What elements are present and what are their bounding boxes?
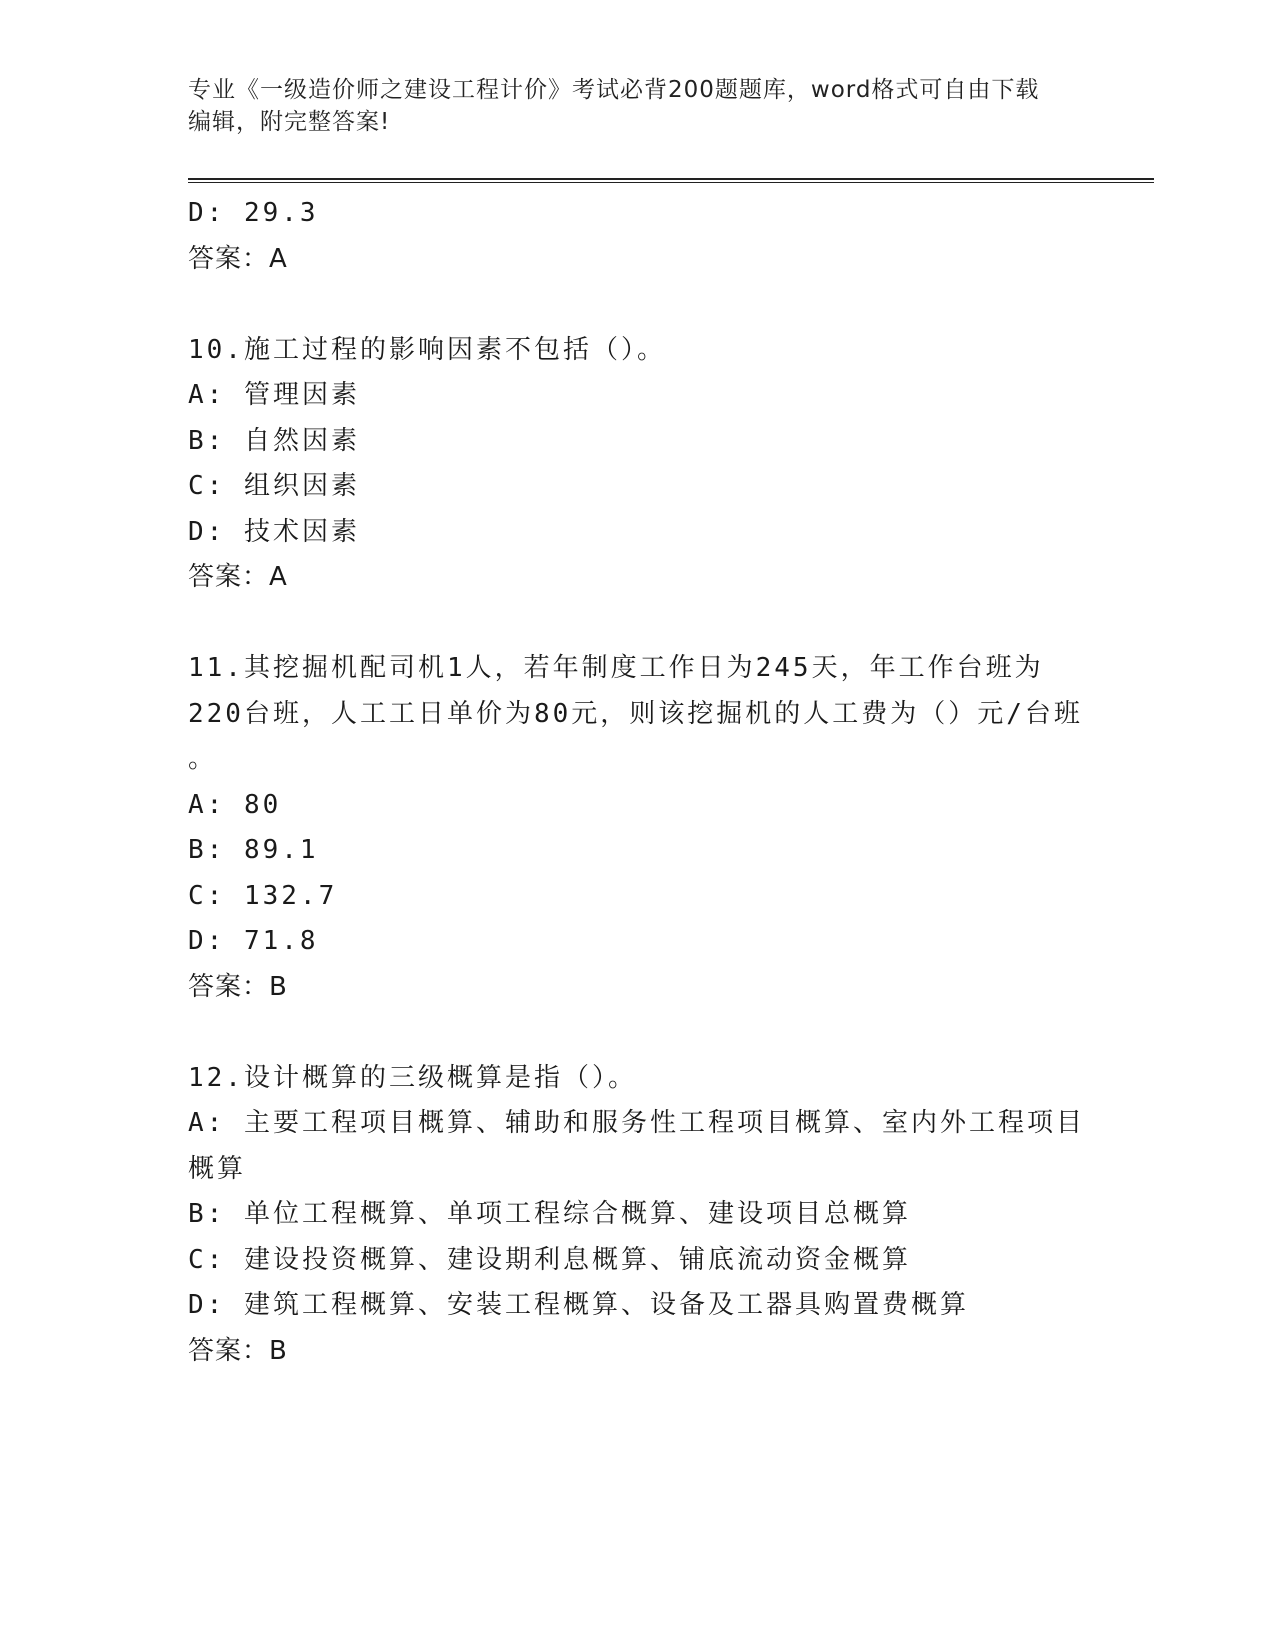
page-header	[188, 74, 1088, 138]
header-line-2: 编辑，附完整答案!	[188, 109, 391, 135]
option-b: B: 89.1	[188, 835, 319, 865]
option-a: A: 管理因素	[188, 380, 360, 410]
option-d: D: 技术因素	[188, 516, 360, 547]
option-a-continuation: 概算	[188, 1153, 247, 1184]
option-d: D: 建筑工程概算、安装工程概算、设备及工器具购置费概算	[188, 1290, 969, 1320]
option-a: A: 80	[188, 789, 282, 820]
option-c: C: 组织因素	[188, 471, 360, 501]
option-d: D: 29.3	[188, 198, 319, 228]
header-line-1: 专业《一级造价师之建设工程计价》考试必背200题题库，word格式可自由下载	[188, 77, 1040, 103]
question-11	[188, 646, 1088, 1010]
answer-line: 答案：A	[188, 243, 288, 274]
question-10	[188, 328, 1088, 601]
answer-line: 答案：A	[188, 562, 288, 592]
question-stem: 10.施工过程的影响因素不包括（）。	[188, 334, 666, 365]
header-divider	[188, 178, 1154, 183]
option-c: C: 建设投资概算、建设期利息概算、铺底流动资金概算	[188, 1244, 911, 1275]
question-stem-line-2: 220台班，人工工日单价为80元，则该挖掘机的人工费为（）元/台班	[188, 698, 1083, 729]
question-stem-line-1: 11.其挖掘机配司机1人，若年制度工作日为245天，年工作台班为	[188, 653, 1044, 683]
question-stem: 12.设计概算的三级概算是指（）。	[188, 1062, 637, 1093]
answer-line: 答案：B	[188, 971, 288, 1002]
spacer	[188, 282, 1088, 328]
answer-line: 答案：B	[188, 1335, 288, 1366]
question-stem-line-3: 。	[188, 744, 218, 774]
spacer	[188, 1010, 1088, 1056]
previous-question-tail	[188, 191, 1088, 282]
question-12	[188, 1056, 1088, 1375]
document-body	[188, 191, 1088, 1374]
option-d: D: 71.8	[188, 926, 319, 956]
spacer	[188, 601, 1088, 647]
option-b: B: 自然因素	[188, 425, 360, 456]
option-a: A: 主要工程项目概算、辅助和服务性工程项目概算、室内外工程项目	[188, 1108, 1085, 1138]
option-b: B: 单位工程概算、单项工程综合概算、建设项目总概算	[188, 1199, 911, 1229]
option-c: C: 132.7	[188, 880, 338, 911]
